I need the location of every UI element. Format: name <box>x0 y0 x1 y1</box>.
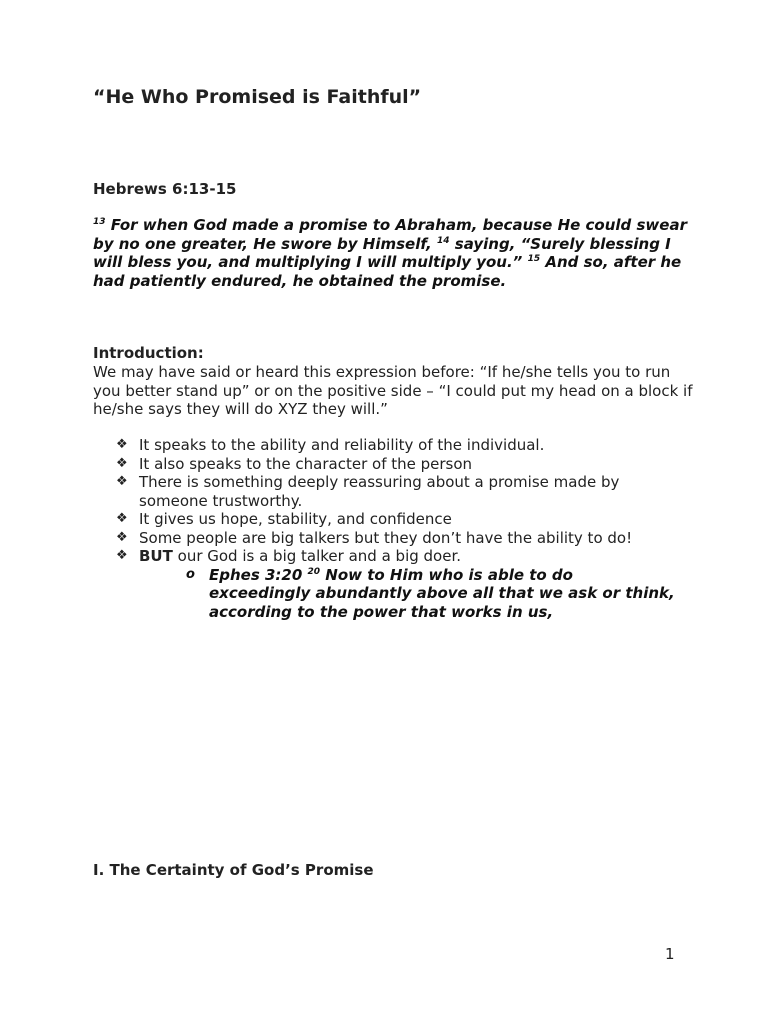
list-item <box>116 547 676 621</box>
bullet-text: It speaks to the ability and reliability of the individual. <box>139 436 545 454</box>
bullet-text: our God is a big talker and a big doer. <box>177 547 462 565</box>
section-heading: I. The Certainty of God’s Promise <box>93 861 374 879</box>
bullet-emphasis: BUT <box>139 547 173 565</box>
list-item <box>116 455 676 474</box>
list-item <box>116 436 676 455</box>
verse-number: 15 <box>527 254 541 264</box>
verse-13-text: For when God made a promise to Abraham, because He could swear by no one greater, He swore by Himself, <box>93 216 687 253</box>
diamond-bullet-icon: ❖ <box>116 474 128 489</box>
bullet-list <box>116 436 676 621</box>
verse-15-text: And so, after he had patiently endured, he obtained the promise. <box>93 253 682 290</box>
sub-scripture-text: Now to Him who is able to do exceedingly abundantly above all that we ask or think, according to the power that works in us, <box>209 565 675 621</box>
verse-14-text: saying, “Surely blessing I will bless you, and multiplying I will multiply you.” <box>93 234 671 271</box>
list-item <box>116 510 676 529</box>
document-title: “He Who Promised is Faithful” <box>93 86 422 108</box>
verse-number: 13 <box>93 217 106 227</box>
verse-number: 14 <box>437 235 450 246</box>
sub-scripture-ref: Ephes 3:20 <box>209 565 303 584</box>
page-number: 1 <box>665 945 675 963</box>
sub-list <box>139 566 676 622</box>
diamond-bullet-icon: ❖ <box>116 511 128 526</box>
diamond-bullet-icon: ❖ <box>116 548 128 563</box>
diamond-bullet-icon: ❖ <box>116 437 128 452</box>
list-item <box>116 473 676 510</box>
diamond-bullet-icon: ❖ <box>116 529 128 545</box>
introduction-text: We may have said or heard this expression before: “If he/she tells you to run you better stand up” or on the positive side – “I could put my head on a block if he/she says they will do XYZ they will.” <box>93 363 693 418</box>
list-item <box>116 529 676 548</box>
verse-number: 20 <box>307 566 321 577</box>
bullet-text: There is something deeply reassuring about a promise made by someone trustworthy. <box>139 473 620 510</box>
bullet-text: Some people are big talkers but they don’t have the ability to do! <box>139 528 633 547</box>
scripture-reference: Hebrews 6:13-15 <box>93 180 237 198</box>
introduction-heading: Introduction: <box>93 344 204 362</box>
sub-list-item <box>186 566 676 622</box>
scripture-passage <box>93 216 693 290</box>
diamond-bullet-icon: ❖ <box>116 455 128 471</box>
circle-bullet-icon: o <box>186 566 195 582</box>
bullet-text: It also speaks to the character of the person <box>139 454 473 473</box>
bullet-text: It gives us hope, stability, and confidence <box>139 510 452 528</box>
